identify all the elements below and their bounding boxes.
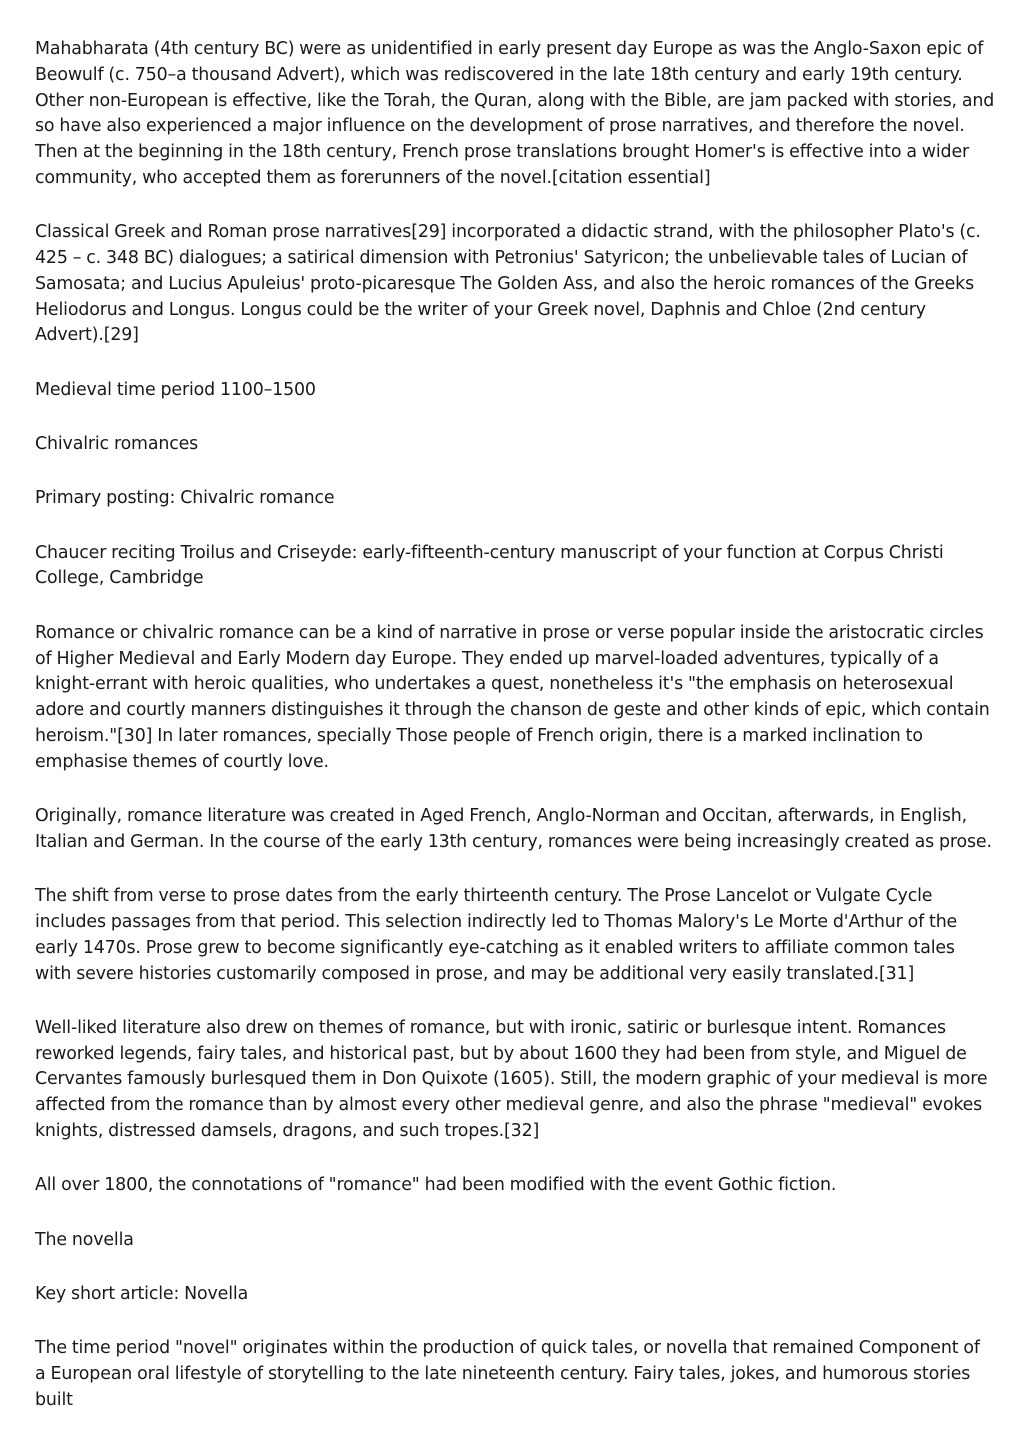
paragraph-verse-to-prose: The shift from verse to prose dates from the early thirteenth century. The Prose Lancelot or Vulgate Cycle includes passages from that period. This selection indirectly led to Thomas Malory's Le Morte d'Arthur of the early 1470s. Prose grew to become significantly eye-catching as it enabled writers to affiliate common tales with severe histories customarily composed in prose, and may be additional very easily translated.[31] bbox=[35, 886, 958, 984]
paragraph-romance-definition: Romance or chivalric romance can be a kind of narrative in prose or verse popular inside the aristocratic circles of Higher Medieval and Early Modern day Europe. They ended up marvel-loaded adventures, typically of a knight-errant with heroic qualities, who undertakes a quest, nonetheless it's "the emphasis on heterosexual adore and courtly manners distinguishes it through the chanson de geste and other kinds of epic, which contain heroism."[30] In later romances, specially Those people of French origin, there is a marked inclination to emphasise themes of courtly love. bbox=[35, 622, 990, 772]
paragraph-romance-languages: Originally, romance literature was created in Aged French, Anglo-Norman and Occitan, afterwards, in English, Italian and German. In the course of the early 13th century, romances were being increasingly created as prose. bbox=[35, 806, 992, 852]
paragraph-novel-origin: The time period "novel" originates within the production of quick tales, or novella that remained Component of a European oral lifestyle of storytelling to the late nineteenth century. Fairy tales, jokes, and humorous stories built bbox=[35, 1338, 980, 1410]
paragraph-popular-literature: Well-liked literature also drew on themes of romance, but with ironic, satiric or burlesque intent. Romances reworked legends, fairy tales, and historical past, but by about 1600 they had been from style, and Miguel de Cervantes famously burlesqued them in Don Quixote (1605). Still, the modern graphic of your medieval is more affected from the romance than by almost every other medieval genre, and also the phrase "medieval" evokes knights, distressed damsels, dragons, and such tropes.[32] bbox=[35, 1017, 988, 1141]
main-article-note-novella: Key short article: Novella bbox=[35, 1283, 249, 1304]
paragraph-gothic-fiction: All over 1800, the connotations of "romance" had been modified with the event Gothic fiction. bbox=[35, 1175, 837, 1196]
heading-novella: The novella bbox=[35, 1229, 134, 1250]
image-caption-chaucer: Chaucer reciting Troilus and Criseyde: early-fifteenth-century manuscript of your function at Corpus Christi College, Cambridge bbox=[35, 542, 944, 589]
paragraph-classical-greek-roman: Classical Greek and Roman prose narratives[29] incorporated a didactic strand, with the philosopher Plato's (c. 425 – c. 348 BC) dialogues; a satirical dimension with Petronius' Satyricon; the unbelievable tales of Lucian of Samosata; and Lucius Apuleius' proto-picaresque The Golden Ass, and also the heroic romances of the Greeks Heliodorus and Longus. Longus could be the writer of your Greek novel, Daphnis and Chloe (2nd century Advert).[29] bbox=[35, 222, 981, 346]
paragraph-mahabharata: Mahabharata (4th century BC) were as unidentified in early present day Europe as was the Anglo-Saxon epic of Beowulf (c. 750–a thousand Advert), which was rediscovered in the late 18th century and early 19th century. Other non-European is effective, like the Torah, the Quran, along with the Bible, are jam packed with stories, and so have also experienced a major influence on the development of prose narratives, and therefore the novel. Then at the beginning in the 18th century, French prose translations brought Homer's is effective into a wider community, who accepted them as forerunners of the novel.[citation essential] bbox=[35, 39, 995, 188]
document-body bbox=[35, 37, 995, 1442]
heading-medieval-period: Medieval time period 1100–1500 bbox=[35, 379, 316, 400]
heading-chivalric-romances: Chivalric romances bbox=[35, 434, 199, 455]
main-article-note: Primary posting: Chivalric romance bbox=[35, 488, 335, 509]
